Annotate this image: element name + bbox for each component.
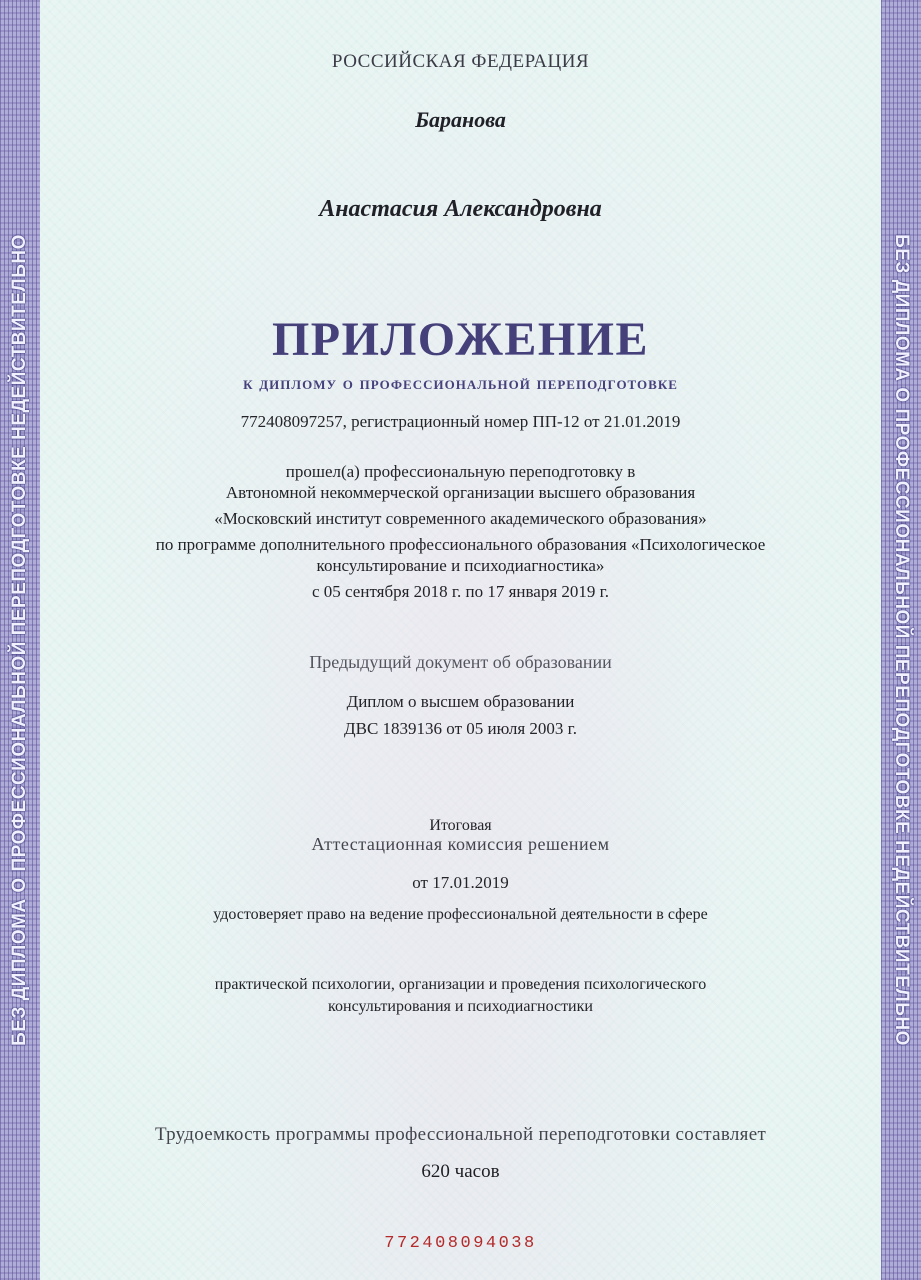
holder-surname: Баранова: [415, 107, 506, 132]
previous-document-type: Диплом о высшем образовании: [346, 692, 575, 711]
previous-document-label: Предыдущий документ об образовании: [309, 652, 612, 672]
final-label: Итоговая: [429, 817, 492, 834]
previous-document-number: ДВС 1839136 от 05 июля 2003 г.: [344, 719, 577, 738]
labor-intensity-label: Трудоемкость программы профессиональной переподготовки составляет: [154, 1124, 767, 1145]
professional-field-line: консультирования и психодиагностики: [328, 998, 593, 1015]
serial-number: 772408094038: [384, 1234, 537, 1253]
body-line: прошел(а) профессиональную переподготовку в: [285, 462, 636, 481]
document-subtitle: к диплому о профессиональной переподготовке: [243, 373, 678, 394]
holder-given-names: Анастасия Александровна: [319, 196, 602, 222]
right-security-border: [881, 0, 921, 1280]
decision-date: от 17.01.2019: [412, 873, 509, 892]
country-heading: РОССИЙСКАЯ ФЕДЕРАЦИЯ: [331, 51, 590, 72]
commission-label: Аттестационная комиссия решением: [311, 834, 610, 854]
body-line: Автономной некоммерческой организации высшего образования: [225, 483, 696, 502]
left-border-text: БЕЗ ДИПЛОМА О ПРОФЕССИОНАЛЬНОЙ ПЕРЕПОДГОТОВКЕ НЕДЕЙСТВИТЕЛЬНО: [9, 234, 30, 1046]
right-statement: удостоверяет право на ведение профессиональной деятельности в сфере: [213, 906, 708, 923]
right-border-text: БЕЗ ДИПЛОМА О ПРОФЕССИОНАЛЬНОЙ ПЕРЕПОДГОТОВКЕ НЕДЕЙСТВИТЕЛЬНО: [891, 234, 912, 1046]
program-hours: 620 часов: [421, 1161, 500, 1182]
body-line: «Московский институт современного академического образования»: [214, 509, 707, 528]
body-line: по программе дополнительного профессионального образования «Психологическое: [155, 535, 766, 554]
body-line: консультирование и психодиагностика»: [316, 556, 605, 575]
study-period: с 05 сентября 2018 г. по 17 января 2019 г.: [312, 582, 609, 601]
left-security-border: [0, 0, 40, 1280]
professional-field-line: практической психологии, организации и проведения психологического: [214, 976, 707, 993]
document-title: ПРИЛОЖЕНИЕ: [271, 313, 650, 366]
registration-line: 772408097257, регистрационный номер ПП-12 от 21.01.2019: [240, 412, 681, 431]
